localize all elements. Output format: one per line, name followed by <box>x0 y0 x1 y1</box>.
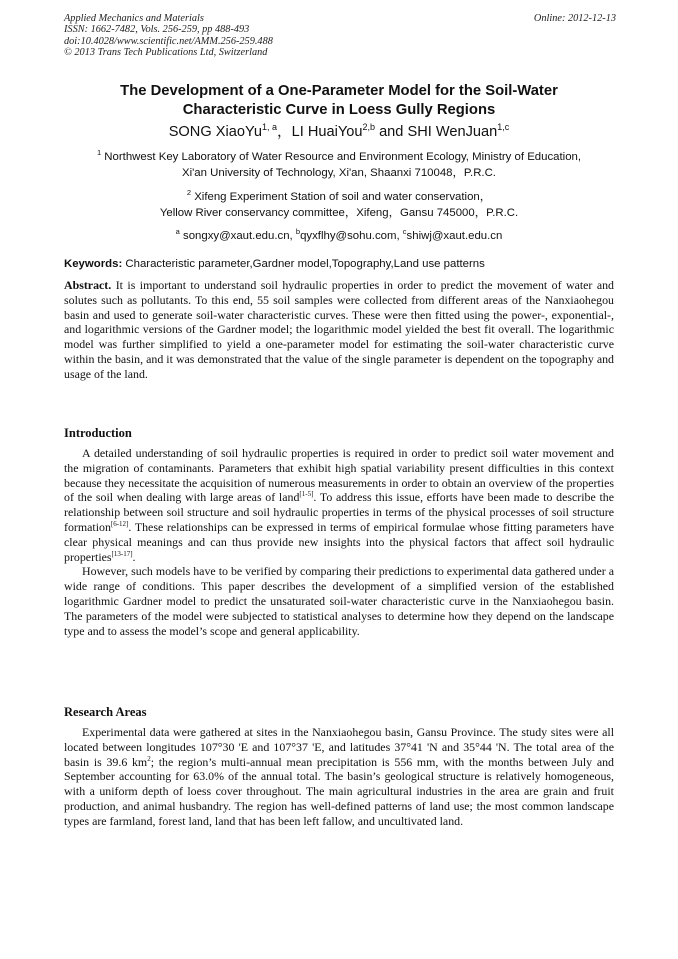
email-a: songxy@xaut.edu.cn, <box>183 230 296 242</box>
research-p1-text-2: ; the region’s multi-annual mean precipitation is 556 mm, with the months between July and September accounting for 63.0% of the annual total. The basin’s geological structure is relatively homogeneous, with a uniform depth of loess cover throughout. The main agricultural industries in the area are grain and fruit production, and animal husbandry. The region has well-defined patterns of land use; the most common landscape types are farmland, forest land, land that has been left fallow, and uncultivated land. <box>64 754 614 828</box>
intro-p1-text-4: . <box>132 549 136 564</box>
author-list <box>64 123 614 141</box>
affiliation-2-mark: 2 <box>186 188 192 197</box>
affiliation-1 <box>64 150 614 181</box>
journal-header <box>64 13 616 58</box>
email-c: shiwj@xaut.edu.cn <box>406 230 503 242</box>
abstract-label: Abstract. <box>64 278 112 292</box>
km-squared-sup: 2 <box>147 754 151 763</box>
introduction-paragraph-1 <box>64 446 614 564</box>
affiliation-1-mark: 1 <box>96 148 102 157</box>
research-areas-paragraph-1 <box>64 725 614 829</box>
affiliation-2-line-1: Xifeng Experiment Station of soil and water conservation， <box>194 191 492 203</box>
citation-13-17: [13-17] <box>111 549 133 558</box>
research-areas-body <box>64 725 614 829</box>
doi-line: doi:10.4028/www.scientific.net/AMM.256-259.488 <box>64 35 273 47</box>
affiliation-1-line-2: Xi'an University of Technology, Xi'an, Shaanxi 710048，P.R.C. <box>182 166 496 179</box>
email-b-mark: b <box>295 227 301 236</box>
email-b: qyxflhy@sohu.com, <box>300 230 403 242</box>
author-2-affil: 2,b <box>362 122 376 132</box>
paper-title <box>64 82 614 120</box>
author-3-name: SHI WenJuan <box>407 124 498 140</box>
author-1-affil: 1, a <box>262 122 278 132</box>
affiliation-2 <box>64 190 614 221</box>
author-1-name: SONG XiaoYu <box>168 124 262 140</box>
title-line-1: The Development of a One-Parameter Model for the Soil-Water <box>120 83 558 99</box>
abstract <box>64 278 614 382</box>
title-line-2: Characteristic Curve in Loess Gully Regions <box>182 102 496 118</box>
issn-line: ISSN: 1662-7482, Vols. 256-259, pp 488-493 <box>64 24 250 36</box>
research-areas-heading: Research Areas <box>64 705 147 719</box>
author-separator: ， <box>277 124 292 140</box>
introduction-body <box>64 446 614 638</box>
abstract-text: It is important to understand soil hydraulic properties in order to predict the movement of water and solutes such as pollutants. To this end, 55 soil samples were collected from different areas of the Nanxiaohegou basin and used to generate soil-water characteristic curves. These were then fitted using the power-, exponential-, and logarithmic versions of the Gardner model; the logarithmic model yielded the best fit overall. The logarithmic model was further simplified to yield a one-parameter model for estimating the soil-water characteristic curve within the basin, and it was demonstrated that the value of the single parameter is dependent on the topography and usage of the land. <box>64 278 614 381</box>
email-c-mark: c <box>402 227 407 236</box>
citation-6-12: [6-12] <box>110 519 129 528</box>
author-and: and <box>375 124 408 140</box>
author-3-affil: 1,c <box>497 122 510 132</box>
online-date: Online: 2012-12-13 <box>533 13 616 24</box>
affiliation-2-line-2: Yellow River conservancy committee，Xifeng，Gansu 745000，P.R.C. <box>159 206 519 219</box>
intro-p1-text-3: . These relationships can be expressed in terms of empirical formulae whose fitting parameters have clear physical meanings and can thus provide new insights into the physical factors that affect soil hydraulic properties <box>64 519 614 564</box>
citation-1-5: [1-5] <box>299 490 314 499</box>
keywords-label: Keywords: <box>64 258 123 270</box>
email-line <box>64 229 614 245</box>
email-a-mark: a <box>175 227 180 236</box>
research-p1-text-1: Experimental data were gathered at sites in the Nanxiaohegou basin, Gansu Province. The study sites were all located between longitudes 107°30 'E and 107°37 'E, and latitudes 37°41 'N and 35°44 'N. The total area of the basin is 39.6 km <box>64 725 614 769</box>
copyright-line: © 2013 Trans Tech Publications Ltd, Switzerland <box>64 46 268 58</box>
affiliation-1-line-1: Northwest Key Laboratory of Water Resource and Environment Ecology, Ministry of Education, <box>104 151 582 163</box>
keywords-text: Characteristic parameter,Gardner model,Topography,Land use patterns <box>125 258 485 270</box>
introduction-paragraph-2: However, such models have to be verified by comparing their predictions to experimental data gathered under a wide range of conditions. This paper describes the development of a simplified version of the established logarithmic Gardner model to predict the unsaturated soil-water characteristic curve in the Nanxiaohegou basin. The parameters of the model were subjected to statistical analyses to determine how they depend on the landscape type and to assess the model’s scope and general applicability. <box>64 564 614 638</box>
introduction-heading: Introduction <box>64 426 132 440</box>
intro-p1-text-2: . To address this issue, efforts have been made to describe the relationship between soil structure and soil hydraulic properties in terms of the physical processes of soil structure formation <box>64 490 614 534</box>
keywords <box>64 257 616 272</box>
author-2-name: LI HuaiYou <box>291 124 363 140</box>
intro-p1-text-1: A detailed understanding of soil hydraulic properties is required in order to predict soil water movement and the migration of contaminants. Parameters that exhibit high spatial variability present difficulties in this context because they necessitate the acquisition of numerous measurements in order to obtain an overview of the properties of the soil when dealing with large areas of land <box>64 446 614 505</box>
journal-name: Applied Mechanics and Materials <box>64 13 204 24</box>
